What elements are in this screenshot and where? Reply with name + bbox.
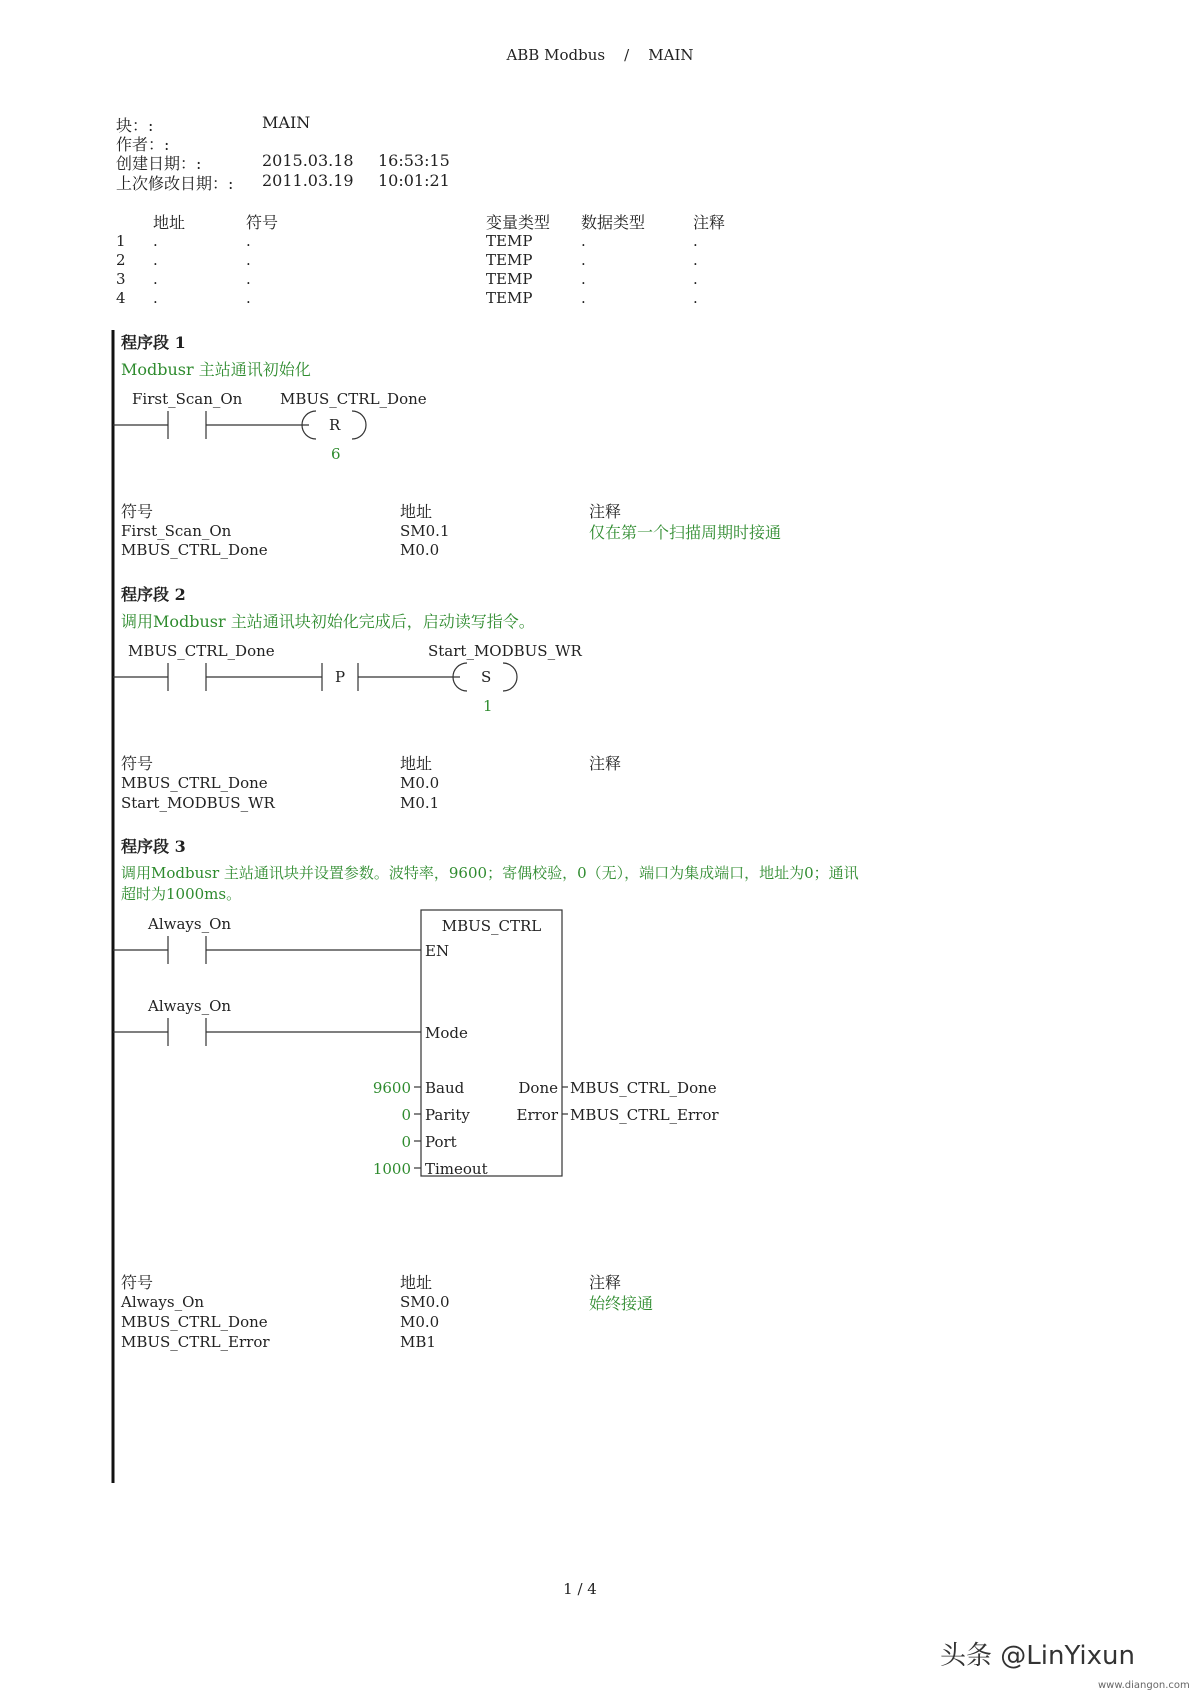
meta-modified-date: 2011.03.19	[262, 171, 354, 190]
header-main: MAIN	[648, 46, 694, 64]
symbol-name: MBUS_CTRL_Done	[121, 774, 268, 792]
meta-created-time: 16:53:15	[378, 151, 450, 170]
segment-3-title: 程序段 3	[121, 837, 186, 856]
block-output-error: Error	[516, 1106, 558, 1124]
sym-header-symbol: 符号	[121, 502, 154, 521]
header-separator: /	[624, 46, 630, 64]
segment-3-comment-line1: 调用Modbusr 主站通讯块并设置参数。波特率，9600；寄偶校验，0（无），端口为集成端口，地址为0；通讯	[121, 864, 859, 882]
output-error-symbol: MBUS_CTRL_Error	[570, 1106, 719, 1124]
coil-label: MBUS_CTRL_Done	[280, 390, 427, 408]
row-dtype: .	[581, 251, 586, 269]
row-number: 3	[116, 270, 126, 288]
symbol-address: M0.0	[400, 774, 440, 792]
row-vtype: TEMP	[486, 289, 533, 307]
row-dtype: .	[581, 270, 586, 288]
meta-modified-label: 上次修改日期：:	[116, 174, 234, 193]
contact-label: Always_On	[148, 915, 232, 933]
sym-header-comment: 注释	[589, 754, 622, 773]
var-header-comment: 注释	[693, 213, 726, 232]
symbol-name: Start_MODBUS_WR	[121, 794, 275, 812]
row-comment: .	[693, 251, 698, 269]
row-dtype: .	[581, 289, 586, 307]
row-comment: .	[693, 289, 698, 307]
row-dtype: .	[581, 232, 586, 250]
symbol-name: Always_On	[121, 1293, 205, 1311]
contact-label: MBUS_CTRL_Done	[128, 642, 275, 660]
row-addr: .	[153, 289, 158, 307]
param-timeout-value: 1000	[372, 1160, 411, 1178]
row-sym: .	[246, 289, 251, 307]
row-vtype: TEMP	[486, 270, 533, 288]
contact-label: Always_On	[148, 997, 232, 1015]
symbol-name: MBUS_CTRL_Done	[121, 541, 268, 559]
symbol-address: M0.0	[400, 1313, 440, 1331]
sym-header-address: 地址	[400, 754, 433, 773]
var-header-vtype: 变量类型	[486, 213, 551, 232]
block-input-port: Port	[425, 1133, 457, 1151]
sym-header-symbol: 符号	[121, 1273, 154, 1292]
symbol-name: First_Scan_On	[121, 522, 232, 540]
meta-block-label: 块：:	[116, 116, 154, 135]
row-vtype: TEMP	[486, 232, 533, 250]
coil-letter: S	[481, 668, 492, 686]
var-header-sym: 符号	[246, 213, 279, 232]
var-header-addr: 地址	[153, 213, 186, 232]
coil-count: 1	[483, 697, 493, 715]
param-port-value: 0	[401, 1133, 411, 1151]
row-number: 1	[116, 232, 126, 250]
page-number: 1 / 4	[563, 1580, 597, 1598]
block-input-timeout: Timeout	[425, 1160, 488, 1178]
meta-created-label: 创建日期：:	[116, 154, 202, 173]
symbol-name: MBUS_CTRL_Done	[121, 1313, 268, 1331]
coil-count: 6	[331, 445, 341, 463]
meta-created-date: 2015.03.18	[262, 151, 354, 170]
symbol-address: MB1	[400, 1333, 436, 1351]
segment-1-title: 程序段 1	[121, 333, 186, 352]
segment-2-title: 程序段 2	[121, 585, 186, 604]
segment-1-comment: Modbusr 主站通讯初始化	[121, 360, 311, 379]
symbol-comment: 仅在第一个扫描周期时接通	[589, 523, 782, 542]
meta-modified-time: 10:01:21	[378, 171, 450, 190]
symbol-address: M0.1	[400, 794, 440, 812]
symbol-address: SM0.1	[400, 522, 450, 540]
block-input-parity: Parity	[425, 1106, 470, 1124]
row-sym: .	[246, 270, 251, 288]
coil-label: Start_MODBUS_WR	[428, 642, 582, 660]
row-vtype: TEMP	[486, 251, 533, 269]
contact-label: First_Scan_On	[132, 390, 243, 408]
symbol-address: M0.0	[400, 541, 440, 559]
row-addr: .	[153, 232, 158, 250]
sym-header-address: 地址	[400, 502, 433, 521]
edge-letter: P	[335, 668, 346, 686]
block-input-mode: Mode	[425, 1024, 468, 1042]
sym-header-comment: 注释	[589, 1273, 622, 1292]
meta-block-value: MAIN	[262, 113, 311, 132]
symbol-name: MBUS_CTRL_Error	[121, 1333, 270, 1351]
sym-header-address: 地址	[400, 1273, 433, 1292]
var-header-dtype: 数据类型	[581, 213, 646, 232]
output-done-symbol: MBUS_CTRL_Done	[570, 1079, 717, 1097]
segment-2-comment: 调用Modbusr 主站通讯块初始化完成后，启动读写指令。	[121, 612, 535, 631]
sym-header-symbol: 符号	[121, 754, 154, 773]
meta-author-label: 作者：:	[116, 135, 170, 154]
row-number: 4	[116, 289, 126, 307]
row-comment: .	[693, 270, 698, 288]
row-sym: .	[246, 251, 251, 269]
row-sym: .	[246, 232, 251, 250]
block-output-done: Done	[518, 1079, 558, 1097]
watermark: 头条 @LinYixun	[940, 1641, 1135, 1671]
row-addr: .	[153, 270, 158, 288]
coil-letter: R	[329, 416, 341, 434]
symbol-address: SM0.0	[400, 1293, 450, 1311]
row-comment: .	[693, 232, 698, 250]
block-name: MBUS_CTRL	[441, 917, 542, 935]
header-title: ABB Modbus	[506, 46, 606, 64]
segment-3-comment-line2: 超时为1000ms。	[121, 885, 242, 903]
param-parity-value: 0	[401, 1106, 411, 1124]
block-input-baud: Baud	[425, 1079, 465, 1097]
sym-header-comment: 注释	[589, 502, 622, 521]
watermark-site: www.diangon.com	[1098, 1680, 1190, 1691]
block-input-en: EN	[425, 942, 450, 960]
row-addr: .	[153, 251, 158, 269]
symbol-comment: 始终接通	[589, 1294, 654, 1313]
row-number: 2	[116, 251, 126, 269]
rung-2	[113, 663, 517, 691]
param-baud-value: 9600	[372, 1079, 411, 1097]
